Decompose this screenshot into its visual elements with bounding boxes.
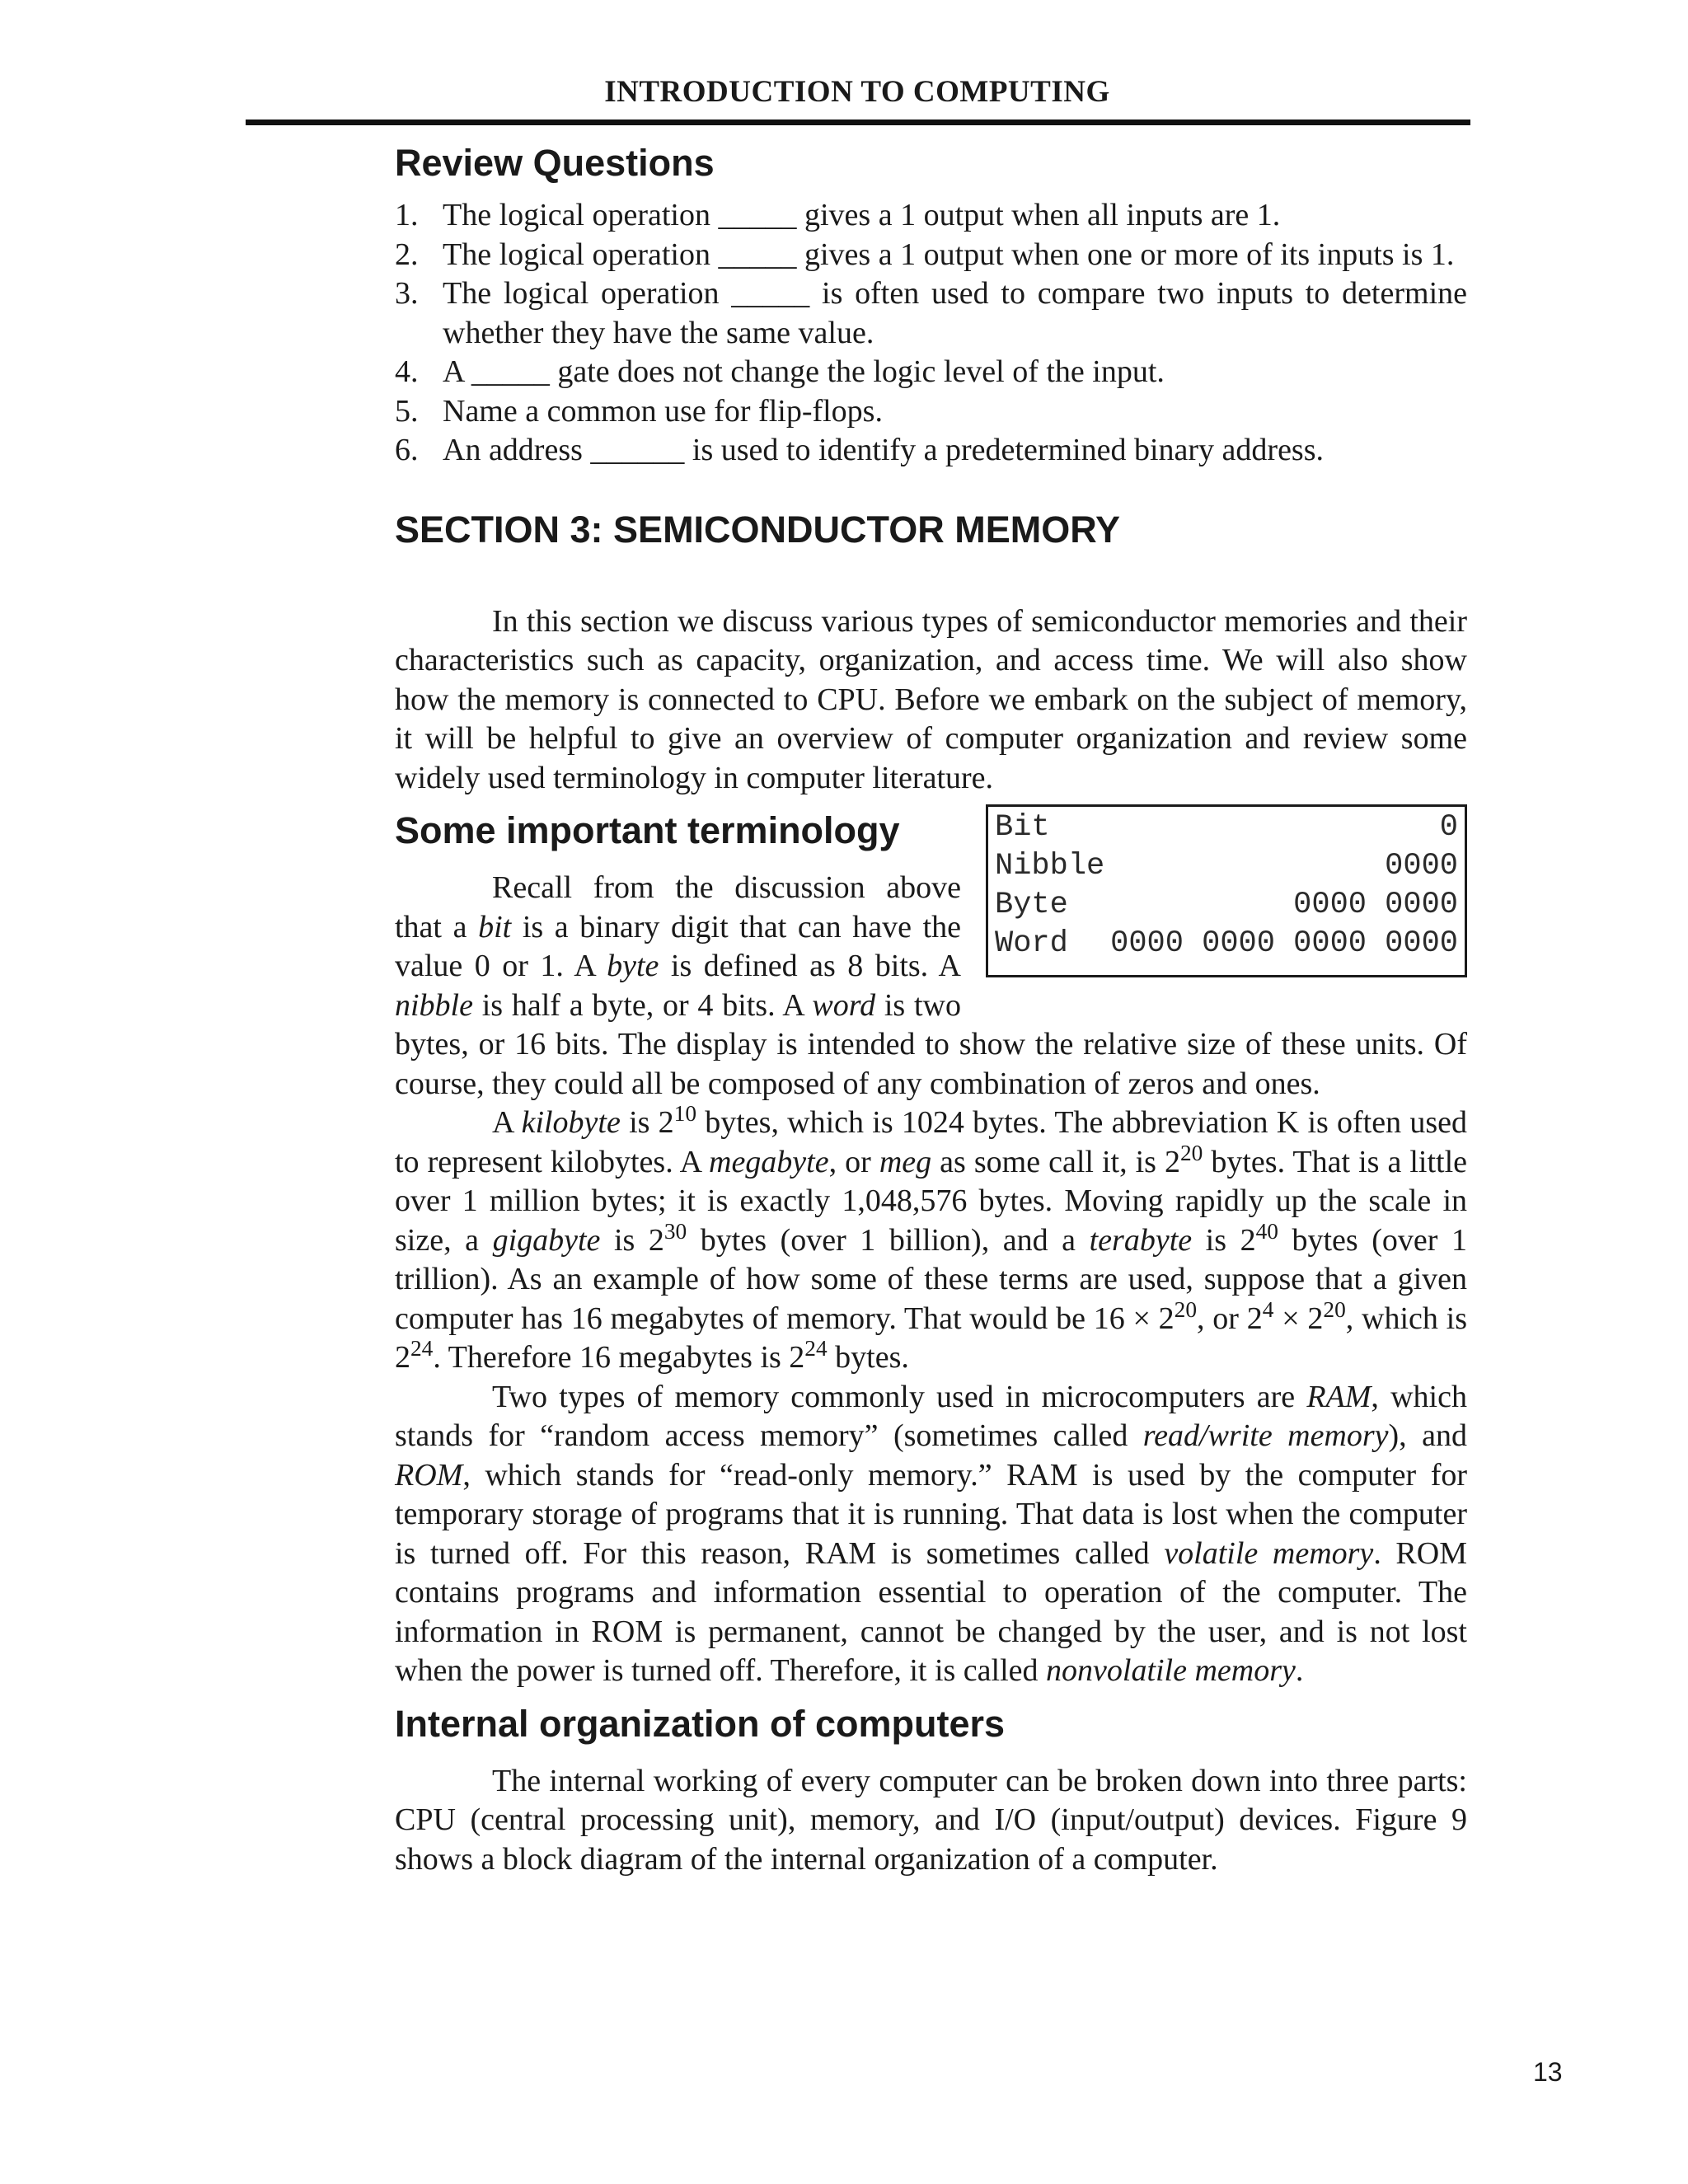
table-row bbox=[995, 886, 1458, 925]
question-text: An address ______ is used to identify a predetermined binary address. bbox=[443, 433, 1325, 467]
question-number: 5. bbox=[395, 393, 419, 429]
page-number: 13 bbox=[1533, 2057, 1563, 2087]
term-meg: meg bbox=[879, 1144, 932, 1179]
list-item bbox=[395, 353, 1467, 392]
exponent: 20 bbox=[1179, 1140, 1203, 1165]
page-body bbox=[395, 137, 1467, 1879]
term-nonvolatile-memory: nonvolatile memory bbox=[1046, 1653, 1296, 1688]
unit-name: Nibble bbox=[995, 849, 1105, 883]
table-row bbox=[995, 808, 1458, 847]
exponent: 40 bbox=[1255, 1218, 1278, 1244]
exponent: 24 bbox=[410, 1335, 434, 1361]
question-number: 3. bbox=[395, 276, 419, 311]
term-nibble: nibble bbox=[395, 987, 473, 1023]
section-intro-paragraph: In this section we discuss various types of semiconductor memories and their characteristics such as capacity, organization, and access time. We will also show how the memory is connected to CPU. Before we embark on the subject of memory, it will be helpful to give an overview of computer organization and review some widely used terminology in computer literature. bbox=[395, 603, 1467, 795]
terminology-paragraph-2: A kilobyte is $2^{10}$ bytes, which is 1024 bytes. The abbreviation K is often used to represent kilobytes. A megabyte, or meg as some call it, is $2^{20}$ bytes. That is a little over 1 million bytes; it is exactly 1,048,576 bytes. Moving rapidly up the scale in size, a gigabyte is $2^{30}$ bytes (over 1 billion), and a terabyte is $2^{40}$ bytes (over 1 trillion). As an example of how some of these terms are used, suppose that a given computer has 16 megabytes of memory. That would be $16 \times 2^{20}$, or $2^4 \times 2^{20}$, which is $2^{24}$. Therefore 16 megabytes is $2^{24}$ bytes. bbox=[395, 1100, 1468, 1375]
terminology-size-table bbox=[986, 804, 1467, 977]
exponent: 20 bbox=[1174, 1296, 1198, 1322]
terminology-paragraph-1: Recall from the discussion above that a bit is a binary digit that can have the value 0 or 1. A byte is defined as 8 bits. A nibble is half a byte, or 4 bits. A word is two bytes, or 16 bits. The display is intended to show the relative size of these units. Of course, they could all be composed of any combination of zeros and ones. bbox=[395, 870, 1467, 1101]
term-read-write-memory: read/write memory bbox=[1142, 1418, 1389, 1453]
list-item bbox=[395, 431, 1467, 471]
exponent: 20 bbox=[1323, 1296, 1346, 1322]
unit-bits: 0000 0000 0000 0000 bbox=[1110, 926, 1458, 961]
term-megabyte: megabyte bbox=[709, 1144, 829, 1179]
section-title: SECTION 3: SEMICONDUCTOR MEMORY bbox=[395, 508, 1121, 551]
term-ram: RAM bbox=[1306, 1379, 1372, 1414]
internal-organization-heading: Internal organization of computers bbox=[395, 1702, 1006, 1745]
question-text: The logical operation _____ gives a 1 output when one or more of its inputs is 1. bbox=[443, 237, 1455, 272]
question-number: 4. bbox=[395, 354, 419, 389]
unit-bits: 0000 0000 bbox=[1293, 888, 1458, 922]
list-item bbox=[395, 236, 1467, 275]
question-text: The logical operation _____ gives a 1 output when all inputs are 1. bbox=[443, 198, 1281, 232]
review-questions-heading: Review Questions bbox=[395, 142, 715, 184]
table-row bbox=[995, 847, 1458, 886]
terminology-paragraph-3: Two types of memory commonly used in microcomputers are RAM, which stands for “random access memory” (sometimes called read/write memory), and ROM, which stands for “read-only memory.” RAM is used by the computer for temporary storage of programs that it is running. That data is lost when the computer is turned off. For this reason, RAM is sometimes called volatile memory. ROM contains programs and information essential to operation of the computer. The information in ROM is permanent, cannot be changed by the user, and is not lost when the power is turned off. Therefore, it is called nonvolatile memory. bbox=[395, 1379, 1468, 1688]
unit-name: Byte bbox=[995, 888, 1068, 922]
unit-name: Word bbox=[995, 926, 1068, 961]
term-terabyte: terabyte bbox=[1089, 1222, 1193, 1258]
question-text: A _____ gate does not change the logic level of the input. bbox=[443, 354, 1165, 389]
term-volatile-memory: volatile memory bbox=[1164, 1535, 1374, 1571]
exponent: 10 bbox=[673, 1100, 697, 1126]
term-byte: byte bbox=[607, 949, 659, 983]
term-rom: ROM bbox=[395, 1457, 463, 1493]
unit-name: Bit bbox=[995, 810, 1050, 845]
question-number: 6. bbox=[395, 433, 419, 467]
exponent: 30 bbox=[663, 1218, 687, 1244]
table-row bbox=[995, 925, 1458, 963]
header-rule bbox=[246, 120, 1470, 125]
question-text: The logical operation _____ is often used to compare two inputs to determine whether they have the same value. bbox=[443, 276, 1467, 350]
unit-bits: 0 bbox=[1439, 810, 1458, 845]
terminology-heading: Some important terminology bbox=[395, 809, 900, 851]
question-number: 1. bbox=[395, 198, 419, 232]
term-bit: bit bbox=[478, 909, 512, 944]
question-number: 2. bbox=[395, 237, 419, 272]
exponent: 24 bbox=[804, 1335, 828, 1361]
review-questions-list bbox=[395, 196, 1467, 471]
term-word: word bbox=[812, 987, 876, 1023]
list-item bbox=[395, 392, 1467, 432]
internal-organization-paragraph: The internal working of every computer can be broken down into three parts: CPU (central processing unit), memory, and I/O (input/output) devices. Figure 9 shows a block diagram of the internal organization of a computer. bbox=[395, 1763, 1467, 1877]
question-text: Name a common use for flip-flops. bbox=[443, 393, 883, 429]
term-kilobyte: kilobyte bbox=[521, 1105, 621, 1140]
exponent: 4 bbox=[1262, 1296, 1274, 1322]
running-head: INTRODUCTION TO COMPUTING bbox=[604, 75, 1110, 109]
list-item bbox=[395, 274, 1467, 353]
unit-bits: 0000 bbox=[1385, 849, 1458, 883]
term-gigabyte: gigabyte bbox=[492, 1222, 601, 1258]
list-item bbox=[395, 196, 1467, 236]
